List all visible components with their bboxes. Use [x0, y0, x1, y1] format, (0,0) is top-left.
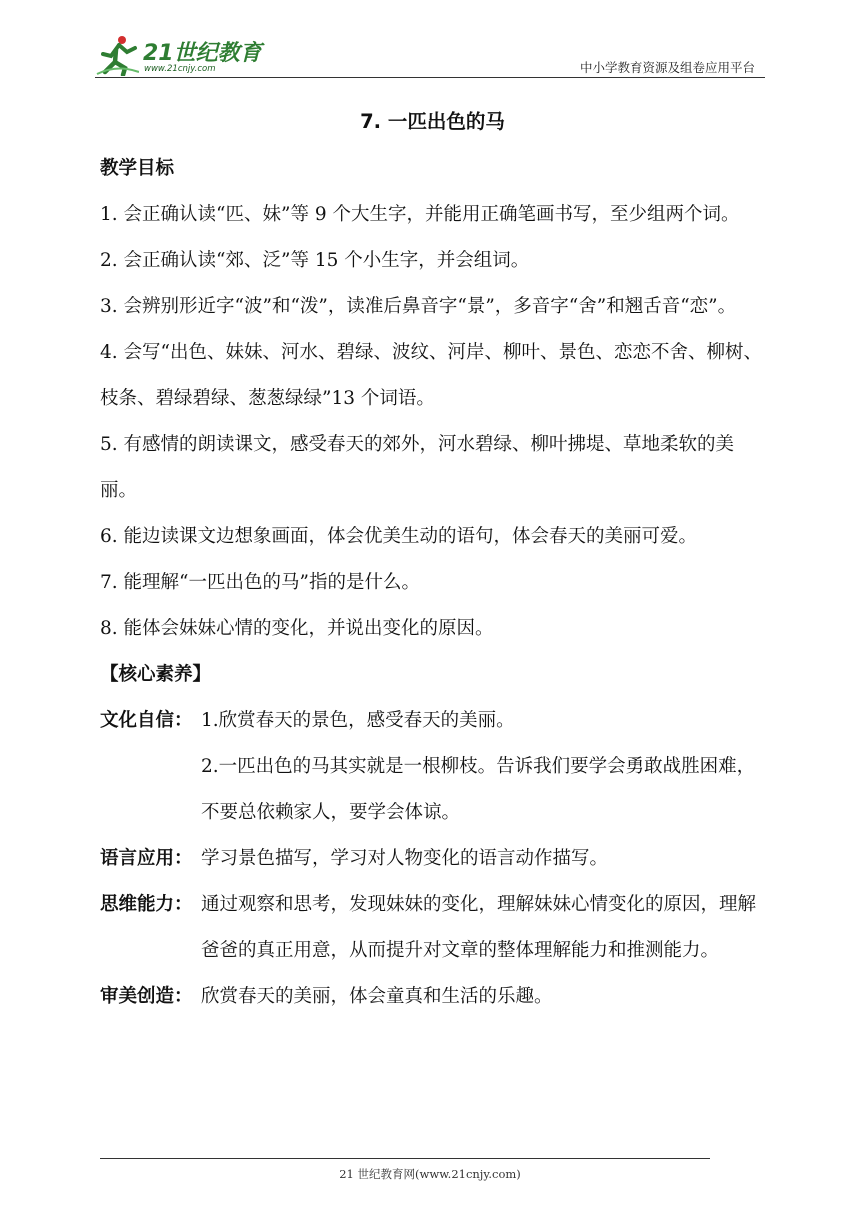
- page-header: [95, 28, 765, 82]
- objective-item: 2. 会正确认读“郊、泛”等 15 个小生字，并会组词。: [100, 250, 530, 271]
- literacy-language: [100, 836, 765, 882]
- literacy-text: 2.一匹出色的马其实就是一根柳枝。告诉我们要学会勇敢战胜困难，不要总依赖家人，要学会体谅。: [201, 756, 756, 823]
- literacy-label: 思维能力：: [100, 894, 193, 915]
- header-divider: [95, 77, 765, 78]
- literacy-text: 学习景色描写，学习对人物变化的语言动作描写。: [201, 848, 609, 869]
- literacy-culture: [100, 698, 765, 836]
- literacy-text: 欣赏春天的美丽，体会童真和生活的乐趣。: [201, 986, 553, 1007]
- site-logo[interactable]: [95, 30, 260, 78]
- objective-item: 4. 会写“出色、妹妹、河水、碧绿、波纹、河岸、柳叶、景色、恋恋不舍、柳树、枝条、碧绿碧绿、葱葱绿绿”13 个词语。: [100, 342, 762, 409]
- objective-item: 6. 能边读课文边想象画面，体会优美生动的语句，体会春天的美丽可爱。: [100, 526, 698, 547]
- logo-title: 21世纪教育: [143, 41, 262, 66]
- objective-item: 7. 能理解“一匹出色的马”指的是什么。: [100, 572, 420, 593]
- objective-item: 5. 有感情的朗读课文，感受春天的郊外，河水碧绿、柳叶拂堤、草地柔软的美丽。: [100, 434, 735, 501]
- literacy-thinking: [100, 882, 765, 974]
- literacy-label: 语言应用：: [100, 848, 193, 869]
- objective-item: 8. 能体会妹妹心情的变化，并说出变化的原因。: [100, 618, 494, 639]
- literacy-list: [100, 698, 765, 1020]
- literacy-text: 通过观察和思考，发现妹妹的变化，理解妹妹心情变化的原因，理解爸爸的真正用意，从而提升对文章的整体理解能力和推测能力。: [201, 894, 757, 961]
- footer-link[interactable]: 21 世纪教育网(www.21cnjy.com): [339, 1167, 521, 1181]
- objectives-heading: 教学目标: [100, 158, 175, 179]
- literacy-aesthetic: [100, 974, 765, 1020]
- objective-item: 3. 会辨别形近字“波”和“泼”，读准后鼻音字“景”，多音字“舍”和翘舌音“恋”。: [100, 296, 737, 317]
- platform-tagline: 中小学教育资源及组卷应用平台: [579, 60, 755, 75]
- footer-divider: [100, 1158, 710, 1159]
- literacy-text: 1.欣赏春天的景色，感受春天的美丽。: [201, 710, 515, 731]
- objective-item: 1. 会正确认读“匹、妹”等 9 个大生字，并能用正确笔画书写，至少组两个词。: [100, 204, 740, 225]
- running-figure-icon: [95, 34, 139, 76]
- literacy-label: 审美创造：: [100, 986, 193, 1007]
- literacy-heading: 【核心素养】: [100, 664, 212, 685]
- document-title: 7. 一匹出色的马: [360, 110, 505, 133]
- objectives-list: [100, 192, 765, 652]
- logo-url: www.21cnjy.com: [144, 64, 216, 74]
- literacy-label: 文化自信：: [100, 710, 193, 731]
- document-body: [100, 100, 765, 1020]
